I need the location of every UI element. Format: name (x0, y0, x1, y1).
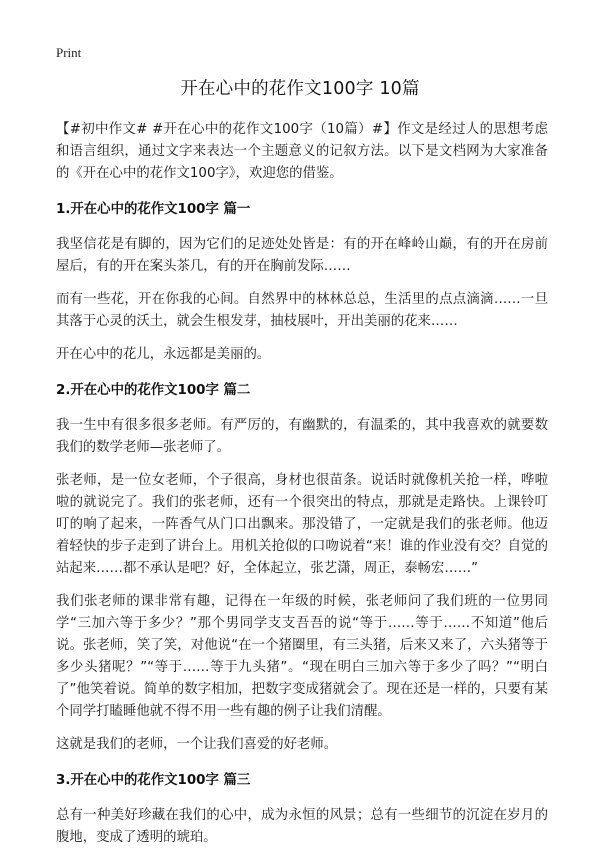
section-paragraph: 而有一些花，开在你我的心间。自然界中的林林总总，生活里的点点滴滴……一旦其落于心灵的沃土，就会生根发芽，抽枝展叶，开出美丽的花来…… (56, 292, 548, 329)
section-paragraph: 总有一种美好珍藏在我们的心中，成为永恒的风景；总有一些细节的沉淀在岁月的腹地，变成了透明的琥珀。 (56, 808, 548, 845)
section-paragraph: 我坚信花是有脚的，因为它们的足迹处处皆是：有的开在峰岭山巅，有的开在房前屋后，有的开在案头茶几，有的开在胸前发际…… (56, 237, 548, 274)
section-1 (56, 199, 548, 366)
section-heading: 3.开在心中的花作文100字 篇三 (56, 773, 251, 788)
section-3 (56, 770, 548, 849)
section-paragraph: 张老师，是一位女老师，个子很高，身材也很苗条。说话时就像机关抢一样，哗啦啦的就说完了。我们的张老师，还有一个很突出的特点，那就是走路快。上课铃叮叮的响了起来，一阵香气从门口出飘来。那没错了，一定就是我们的张老师。他迈着轻快的步子走到了讲台上。用机关抢似的口吻说着“来！谁的作业没有交？自觉的站起来……都不承认是吧？好，全体起立，张艺潇，周正，泰畅宏……” (56, 473, 548, 576)
section-heading: 2.开在心中的花作文100字 篇二 (56, 383, 251, 398)
section-2 (56, 380, 548, 756)
document-title: 开在心中的花作文100字 10篇 (180, 79, 420, 99)
document-body (56, 119, 548, 863)
section-heading: 1.开在心中的花作文100字 篇一 (56, 202, 251, 217)
intro-paragraph: 【#初中作文# #开在心中的花作文100字（10篇）#】作文是经过人的思想考虑和语言组织，通过文字来表达一个主题意义的记叙方法。以下是文档网为大家准备的《开在心中的花作文100字》，欢迎您的借鉴。 (56, 122, 548, 181)
section-paragraph: 我们张老师的课非常有趣，记得在一年级的时候，张老师问了我们班的一位男同学“三加六等于多少？”那个男同学支支吾吾的说“等于……等于……不知道”他后说。张老师，笑了笑，对他说“在一个猪圈里，有三头猪，后来又来了，六头猪等于多少头猪呢？”“等于……等于九头猪”。“现在明白三加六等于多少了吗？”“明白了”他笑着说。简单的数字相加，把数字变成猪就会了。现在还是一样的，只要有某个同学打瞌睡他就不得不用一些有趣的例子让我们清醒。 (56, 594, 548, 719)
section-paragraph: 我一生中有很多很多老师。有严厉的，有幽默的，有温柔的，其中我喜欢的就要数我们的数学老师—张老师了。 (56, 418, 548, 455)
section-paragraph: 开在心中的花儿，永远都是美丽的。 (56, 347, 271, 362)
print-link[interactable]: Print (56, 45, 82, 60)
section-paragraph: 这就是我们的老师，一个让我们喜爱的好老师。 (56, 737, 338, 752)
